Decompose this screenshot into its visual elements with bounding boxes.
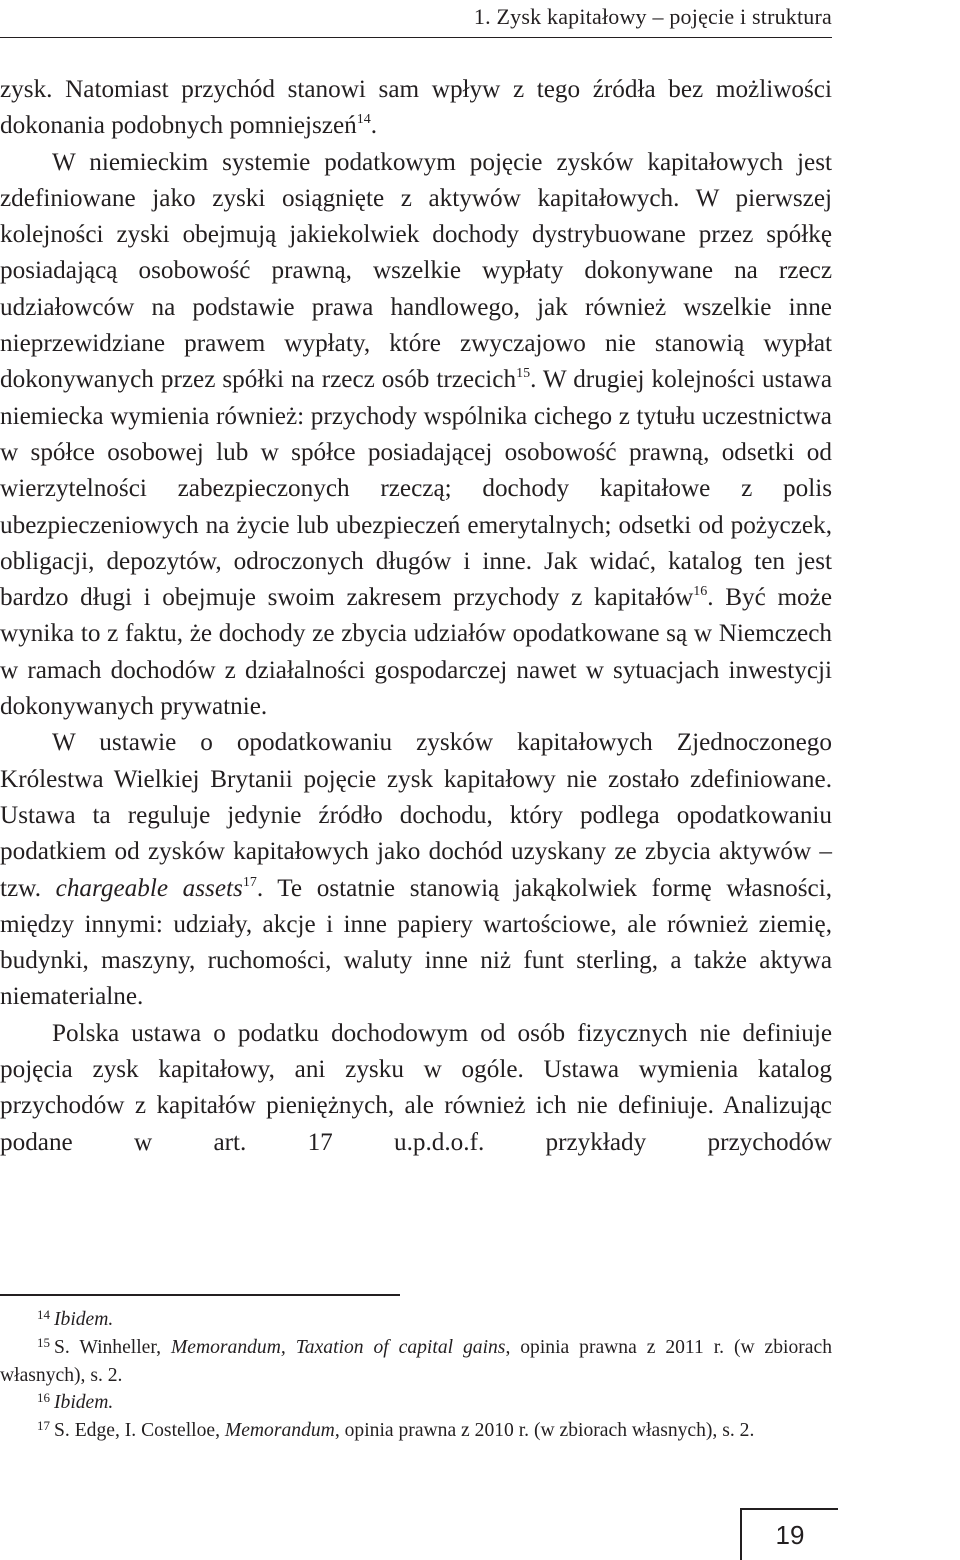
paragraph-1 xyxy=(0,72,832,145)
footnote-14: 14 Ibidem. xyxy=(37,1307,114,1330)
text-run: , opinia prawna z 2011 r. (w zbiorach własnych), s. 2. xyxy=(0,1336,833,1386)
text-run: zysk. Natomiast przychód stanowi sam wpływ z tego źródła bez możliwości dokonania podobnych pomniejszeń xyxy=(0,76,832,140)
text-run: Polska ustawa o podatku dochodowym od osób fizycznych nie definiuje pojęcia zysk kapitałowy, ani zysku w ogóle. Ustawa wymienia katalog przychodów z kapitałów pieniężnych, ale również ich nie definiuje. Analizując podane w art. 17 u.p.d.o.f. przykłady przychodów xyxy=(0,1019,832,1156)
italic-text: Memorandum, Taxation of capital gains xyxy=(170,1336,506,1358)
footnote-reference: 17 xyxy=(242,874,257,890)
italic-text: Ibidem. xyxy=(54,1309,114,1330)
footnote-reference: 15 xyxy=(516,366,531,382)
text-run: W niemieckim systemie podatkowym pojęcie zysków kapitałowych jest zdefiniowane jako zyski osiągnięte z aktywów kapitałowych. W pierwszej kolejności zyski obejmują jakiekolwiek dochody dystrybuowane przez spółkę posiadającą osobowość prawną, wszelkie wypłaty dokonywane na rzecz udziałowców na podstawie prawa handlowego, jak również wszelkie inne nieprzewidziane prawem wypłaty, które zwyczajowo nie stanowią wypłat dokonywanych przez spółki na rzecz osób trzecich xyxy=(0,148,832,394)
footnote-15: 15 S. Winheller, Memorandum, Taxation of capital gains, opinia prawna z 2011 r. (w zbiorach własnych), s. 2. xyxy=(0,1334,833,1386)
text-run: , opinia prawna z 2010 r. (w zbiorach własnych), s. 2. xyxy=(334,1420,755,1442)
paragraph-3 xyxy=(0,725,832,1015)
running-header: 1. Zysk kapitałowy – pojęcie i struktura xyxy=(473,4,832,29)
italic-text: Memorandum xyxy=(224,1420,335,1442)
footnote-reference: 14 xyxy=(356,112,371,128)
text-run: . xyxy=(370,112,378,140)
text-run: . Te ostatnie stanowią jakąkolwiek formę własności, między innymi: udziały, akcje i inne papiery wartościowe, ale również ziemię, budynki, maszyny, ruchomości, waluty inne niż funt sterling, a także aktywa niematerialne. xyxy=(0,874,832,1011)
footnote-reference: 16 xyxy=(693,584,708,600)
page-number: 19 xyxy=(775,1520,805,1550)
text-run: S. Edge, I. Costelloe, xyxy=(54,1420,225,1442)
footnote-16: 16 Ibidem. xyxy=(37,1390,114,1414)
header-rule xyxy=(0,37,832,38)
text-run: S. Winheller, xyxy=(54,1336,171,1358)
paragraph-4 xyxy=(0,1016,832,1161)
footnotes xyxy=(0,1306,832,1445)
text-run: W ustawie o opodatkowaniu zysków kapitałowych Zjednoczonego Królestwa Wielkiej Brytanii pojęcie zysk kapitałowy nie zostało zdefiniowane. Ustawa ta reguluje jedynie źródło dochodu, który podlega opodatkowaniu podatkiem od zysków kapitałowych jako dochód uzyskany ze zbycia aktywów – tzw. xyxy=(0,729,832,902)
paragraph-2 xyxy=(0,145,832,726)
text-run: . Być może wynika to z faktu, że dochody ze zbycia udziałów opodatkowane są w Niemczech w ramach dochodów z działalności gospodarczej nawet w sytuacjach inwestycji dokonywanych prywatnie. xyxy=(0,584,833,721)
italic-text: chargeable assets xyxy=(55,874,243,902)
italic-text: Ibidem. xyxy=(54,1392,114,1414)
footnote-rule xyxy=(0,1294,400,1296)
page-number-frame xyxy=(740,1508,838,1560)
footnote-17: 17 S. Edge, I. Costelloe, Memorandum, opinia prawna z 2010 r. (w zbiorach własnych), s. 2. xyxy=(37,1418,755,1442)
text-run: . W drugiej kolejności ustawa niemiecka wymienia również: przychody wspólnika cichego z tytułu uczestnictwa w spółce osobowej lub w spółce posiadającej osobowość prawną, odsetki od wierzytelności zabezpieczonych rzeczą; dochody kapitałowe z polis ubezpieczeniowych na życie lub ubezpieczeń emerytalnych; odsetki od pożyczek, obligacji, depozytów, odroczonych długów i inne. Jak widać, katalog ten jest bardzo długi i obejmuje swoim zakresem przychody z kapitałów xyxy=(0,366,832,612)
body-text xyxy=(0,72,832,1161)
